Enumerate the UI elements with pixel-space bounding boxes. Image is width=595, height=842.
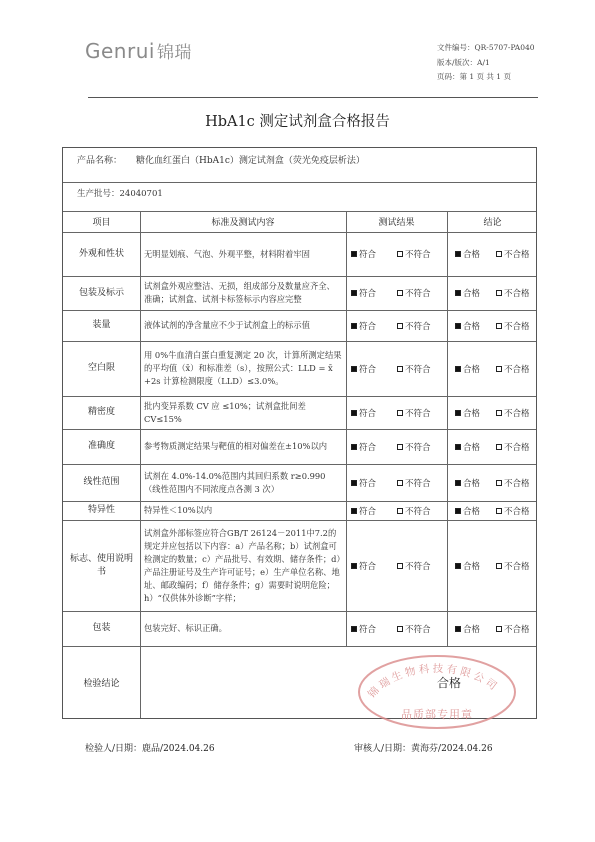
unchecked-box-icon — [496, 366, 502, 372]
checked-box-icon — [351, 508, 357, 514]
option-label: 不合格 — [504, 321, 530, 332]
standard-text: 批内变异系数 CV 应 ≤10%；试剂盒批间差 CV≤15% — [144, 400, 306, 424]
checked-box-icon — [455, 480, 461, 486]
svg-text:锦瑞生物科技有限公司 — [365, 662, 501, 701]
option-label: 符合 — [359, 478, 377, 489]
column-header-item: 项目 — [92, 218, 111, 228]
report-title: HbA1c 测定试剂盒合格报告 — [205, 114, 390, 130]
unchecked-box-icon — [496, 508, 502, 514]
result-fail-option[interactable] — [397, 560, 431, 572]
checked-box-icon — [351, 290, 357, 296]
option-label: 合格 — [463, 561, 481, 572]
checked-box-icon — [455, 444, 461, 450]
result-pass-option[interactable] — [351, 441, 376, 453]
item-name: 特异性 — [87, 505, 115, 515]
option-label: 不符合 — [405, 561, 431, 572]
option-label: 不符合 — [405, 506, 431, 517]
result-pass-option[interactable] — [351, 363, 376, 375]
item-name: 线性范围 — [83, 477, 120, 487]
item-name: 装量 — [92, 320, 111, 330]
unchecked-box-icon — [397, 366, 403, 372]
verdict-label: 检验结论 — [83, 678, 120, 689]
option-label: 不符合 — [405, 478, 431, 489]
column-header-conclusion: 结论 — [483, 218, 502, 228]
result-fail-option[interactable] — [397, 505, 431, 517]
conclusion-pass-option[interactable] — [455, 505, 480, 517]
conclusion-fail-option[interactable] — [496, 407, 530, 419]
stamp-inner-text: 品质部专用章 — [401, 708, 473, 721]
option-label: 符合 — [359, 289, 377, 299]
checked-box-icon — [455, 410, 461, 416]
result-pass-option[interactable] — [351, 505, 376, 517]
unchecked-box-icon — [397, 480, 403, 486]
checked-box-icon — [351, 480, 357, 486]
result-pass-option[interactable] — [351, 287, 376, 299]
batch-number: 生产批号：24040701 — [77, 189, 163, 199]
inspector-signature: 检验人/日期：鹿品/2024.04.26 — [85, 744, 215, 754]
option-label: 符合 — [359, 624, 377, 635]
checked-box-icon — [351, 626, 357, 632]
unchecked-box-icon — [397, 626, 403, 632]
option-label: 合格 — [463, 289, 481, 299]
unchecked-box-icon — [496, 251, 502, 257]
reviewer-signature: 审核人/日期：黄海芬/2024.04.26 — [354, 744, 493, 754]
option-label: 不合格 — [504, 624, 530, 635]
result-fail-option[interactable] — [397, 407, 431, 419]
checked-box-icon — [351, 251, 357, 257]
option-label: 不符合 — [405, 624, 431, 635]
item-name: 精密度 — [87, 407, 115, 417]
report-table — [62, 147, 537, 719]
unchecked-box-icon — [397, 323, 403, 329]
option-label: 合格 — [463, 442, 481, 453]
result-fail-option[interactable] — [397, 248, 431, 260]
result-fail-option[interactable] — [397, 441, 431, 453]
option-label: 符合 — [359, 506, 377, 517]
unchecked-box-icon — [397, 508, 403, 514]
result-fail-option[interactable] — [397, 363, 431, 375]
option-label: 不合格 — [504, 478, 530, 489]
standard-text: 包装完好、标识正确。 — [144, 623, 227, 633]
doc-number: 文件编号：QR-5707-PA040 — [437, 43, 535, 52]
conclusion-pass-option[interactable] — [455, 407, 480, 419]
checked-box-icon — [455, 251, 461, 257]
item-name: 标志、使用说明书 — [69, 553, 133, 577]
column-header-result: 测试结果 — [378, 218, 415, 228]
column-divider — [447, 211, 448, 646]
unchecked-box-icon — [496, 563, 502, 569]
option-label: 不合格 — [504, 506, 530, 517]
option-label: 不符合 — [405, 321, 431, 332]
option-label: 不合格 — [504, 442, 530, 453]
option-label: 不符合 — [405, 250, 431, 260]
unchecked-box-icon — [397, 251, 403, 257]
standard-text: 试剂盒外观应整洁、无损，组成部分及数量应齐全、准确；试剂盒、试剂卡标签标示内容应完整 — [144, 281, 335, 304]
doc-version: 版本/版次：A/1 — [437, 58, 490, 67]
standard-text: 液体试剂的净含量应不少于试剂盒上的标示值 — [144, 320, 310, 330]
option-label: 合格 — [463, 321, 481, 332]
page-number: 页码：第 1 页 共 1 页 — [437, 72, 511, 81]
verdict-value: 合格 — [436, 675, 461, 690]
checked-box-icon — [455, 563, 461, 569]
stamp-outer-text: 锦瑞生物科技有限公司 — [366, 662, 502, 701]
result-fail-option[interactable] — [397, 287, 431, 299]
unchecked-box-icon — [496, 410, 502, 416]
unchecked-box-icon — [496, 626, 502, 632]
option-label: 不符合 — [405, 408, 431, 419]
option-label: 合格 — [463, 506, 481, 517]
option-label: 不合格 — [504, 364, 530, 375]
conclusion-pass-option[interactable] — [455, 363, 480, 375]
option-label: 不符合 — [405, 364, 431, 375]
conclusion-fail-option[interactable] — [496, 623, 530, 635]
option-label: 符合 — [359, 561, 377, 572]
conclusion-fail-option[interactable] — [496, 363, 530, 375]
item-name: 准确度 — [87, 441, 115, 451]
result-pass-option[interactable] — [351, 248, 376, 260]
checked-box-icon — [455, 366, 461, 372]
option-label: 合格 — [463, 364, 481, 375]
product-name: 糖化血红蛋白（HbA1c）测定试剂盒（荧光免疫层析法） — [136, 156, 365, 166]
checked-box-icon — [351, 366, 357, 372]
option-label: 不合格 — [504, 250, 530, 260]
unchecked-box-icon — [397, 410, 403, 416]
option-label: 合格 — [463, 478, 481, 489]
checked-box-icon — [455, 626, 461, 632]
option-label: 符合 — [359, 250, 377, 260]
option-label: 符合 — [359, 364, 377, 375]
unchecked-box-icon — [397, 563, 403, 569]
result-pass-option[interactable] — [351, 623, 376, 635]
unchecked-box-icon — [397, 444, 403, 450]
option-label: 符合 — [359, 321, 377, 332]
conclusion-fail-option[interactable] — [496, 441, 530, 453]
result-pass-option[interactable] — [351, 320, 376, 332]
conclusion-fail-option[interactable] — [496, 248, 530, 260]
logo-english: Genrui — [85, 39, 155, 63]
checked-box-icon — [455, 508, 461, 514]
option-label: 不合格 — [504, 408, 530, 419]
standard-text: 试剂在 4.0%-14.0%范围内其回归系数 r≥0.990（线性范围内不同浓度点各测 3 次） — [144, 470, 326, 494]
item-name: 空白限 — [87, 363, 115, 373]
conclusion-pass-option[interactable] — [455, 441, 480, 453]
standard-text: 参考物质测定结果与靶值的相对偏差在±10%以内 — [144, 441, 328, 451]
result-pass-option[interactable] — [351, 560, 376, 572]
option-label: 合格 — [463, 624, 481, 635]
standard-text: 无明显划痕、气泡、外观平整，材料附着牢固 — [144, 248, 310, 259]
standard-text: 用 0%牛血清白蛋白重复测定 20 次，计算所测定结果的平均值（x̄）和标准差（s），按照公式：LLD = x̄ +2s 计算检测限度（LLD）≤3.0%。 — [144, 350, 342, 386]
option-label: 合格 — [463, 408, 481, 419]
standard-text: 试剂盒外部标签应符合GB/T 26124－2011中7.2的规定并应包括以下内容：a）产品名称；b）试剂盒可检测定的数量；c）产品批号、有效期、储存条件；d）产品注册证号及生产许可证号；e）生产单位名称、地址、邮政编码；f）储存条件；g）需要时说明危险；h）“仅供体外诊断”字样； — [144, 527, 341, 603]
checked-box-icon — [351, 410, 357, 416]
result-fail-option[interactable] — [397, 623, 431, 635]
column-header-standard: 标准及测试内容 — [211, 218, 275, 228]
conclusion-fail-option[interactable] — [496, 560, 530, 572]
conclusion-pass-option[interactable] — [455, 477, 480, 489]
conclusion-pass-option[interactable] — [455, 560, 480, 572]
row-divider — [63, 182, 536, 183]
conclusion-fail-option[interactable] — [496, 287, 530, 299]
option-label: 不合格 — [504, 561, 530, 572]
unchecked-box-icon — [496, 290, 502, 296]
checked-box-icon — [455, 323, 461, 329]
option-label: 不合格 — [504, 289, 530, 299]
option-label: 不符合 — [405, 442, 431, 453]
option-label: 符合 — [359, 408, 377, 419]
checked-box-icon — [455, 290, 461, 296]
unchecked-box-icon — [496, 444, 502, 450]
conclusion-fail-option[interactable] — [496, 505, 530, 517]
result-pass-option[interactable] — [351, 407, 376, 419]
standard-text: 特异性＜10%以内 — [144, 505, 213, 515]
checked-box-icon — [351, 444, 357, 450]
result-pass-option[interactable] — [351, 477, 376, 489]
unchecked-box-icon — [397, 290, 403, 296]
item-name: 包装及标示 — [78, 287, 124, 298]
result-fail-option[interactable] — [397, 320, 431, 332]
quality-stamp — [352, 642, 522, 730]
column-divider — [140, 211, 141, 646]
logo-chinese: 锦瑞 — [156, 43, 192, 63]
column-divider — [346, 211, 347, 646]
checked-box-icon — [351, 563, 357, 569]
company-logo — [85, 38, 192, 63]
conclusion-fail-option[interactable] — [496, 320, 530, 332]
unchecked-box-icon — [496, 323, 502, 329]
header-divider — [88, 97, 538, 98]
item-name: 包装 — [92, 623, 111, 633]
unchecked-box-icon — [496, 480, 502, 486]
checked-box-icon — [351, 323, 357, 329]
conclusion-pass-option[interactable] — [455, 287, 480, 299]
conclusion-pass-option[interactable] — [455, 248, 480, 260]
conclusion-fail-option[interactable] — [496, 477, 530, 489]
option-label: 符合 — [359, 442, 377, 453]
conclusion-pass-option[interactable] — [455, 320, 480, 332]
item-name: 外观和性状 — [78, 248, 124, 259]
conclusion-pass-option[interactable] — [455, 623, 480, 635]
option-label: 合格 — [463, 250, 481, 260]
result-fail-option[interactable] — [397, 477, 431, 489]
product-label: 产品名称： — [77, 156, 123, 166]
option-label: 不符合 — [405, 289, 431, 299]
